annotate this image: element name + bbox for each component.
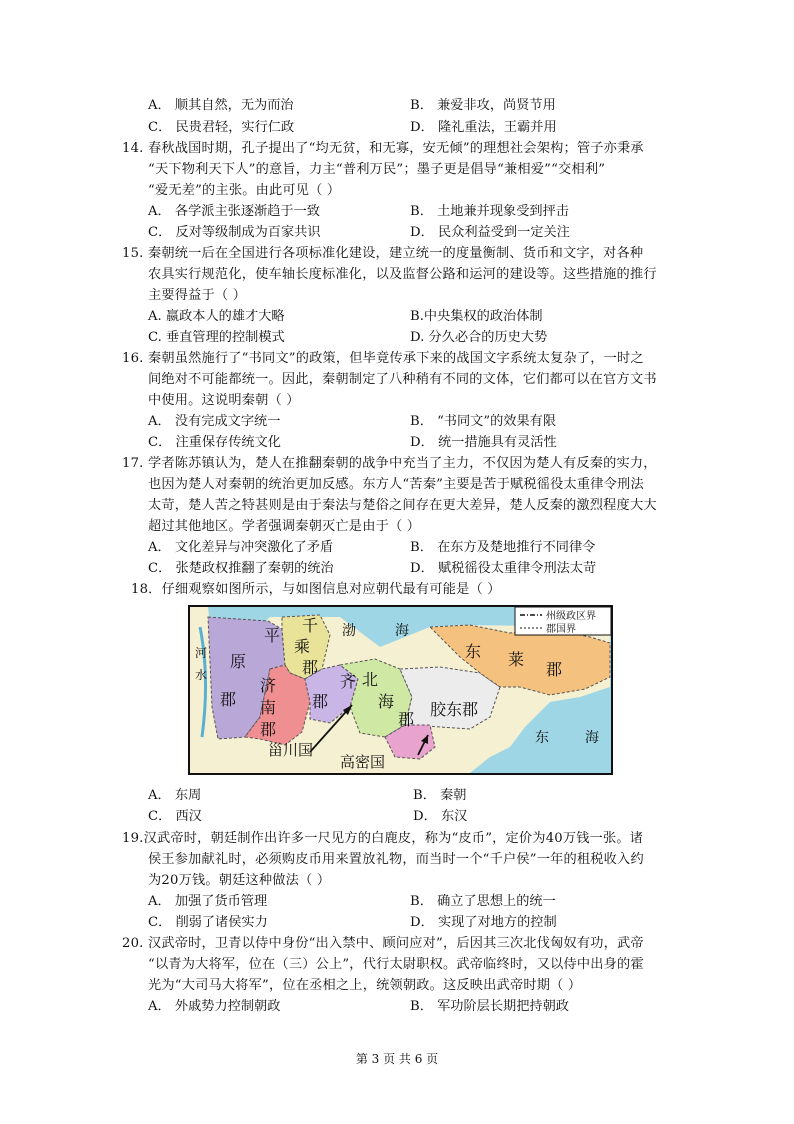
q19-stem-line-1: 19.汉武帝时，朝廷制作出许多一尺见方的白鹿皮，称为“皮币”，定价为40万钱一张。诸 xyxy=(122,831,644,846)
q16-option-c: C． 注重保存传统文化 xyxy=(148,435,281,450)
page-footer: 第 3 页 共 6 页 xyxy=(355,1052,439,1066)
map-legend-commandery: 郡国界 xyxy=(546,624,576,635)
q16-option-a: A． 没有完成文字统一 xyxy=(148,414,281,429)
map-label-gaomi: 高密国 xyxy=(340,753,386,771)
map-label-ji: 济 xyxy=(260,676,277,695)
map-label-bei: 北 xyxy=(362,670,379,689)
map-label-nan: 南 xyxy=(260,698,277,717)
map-svg xyxy=(190,607,611,773)
q17-option-c: C． 张楚政权推翻了秦朝的统治 xyxy=(148,561,334,576)
q17-stem-line-1: 17. 学者陈苏镇认为，楚人在推翻秦朝的战争中充当了主力，不仅因为楚人有反秦的实力， xyxy=(122,456,657,471)
map-label-jiaodong: 胶东郡 xyxy=(430,700,479,719)
map-label-qi: 齐 xyxy=(340,672,357,691)
q17-stem-line-4: 超过其他地区。学者强调秦朝灭亡是由于（ ） xyxy=(148,519,421,534)
map-label-ping: 平 xyxy=(264,626,281,645)
q13-option-b: B． 兼爱非攻，尚贤节用 xyxy=(410,98,556,113)
map-label-cheng: 乘 xyxy=(294,637,311,656)
q14-stem-line-1: 14. 春秋战国时期，孔子提出了“均无贫，和无寡，安无倾”的理想社会架构；管子亦秉承 xyxy=(122,141,644,156)
q14-stem-line-3: “爱无差”的主张。由此可见（ ） xyxy=(148,183,341,198)
q13-option-d: D． 隆礼重法，王霸并用 xyxy=(410,120,557,135)
map-label-qian: 千 xyxy=(302,616,319,635)
q16-stem-line-1: 16. 秦朝虽然施行了“书同文”的政策，但毕竟传承下来的战国文字系统太复杂了，一时之 xyxy=(122,351,644,366)
q17-stem-line-2: 也因为楚人对秦朝的统治更加反感。东方人“苦秦”主要是苦于赋税徭役太重律令刑法 xyxy=(148,477,644,492)
map-label-dong-sea: 东 xyxy=(535,730,549,746)
q15-option-a: A. 嬴政本人的雄才大略 xyxy=(148,309,285,324)
q14-option-b: B． 土地兼并现象受到抨击 xyxy=(410,204,569,219)
q20-option-b: B． 军功阶层长期把持朝政 xyxy=(410,999,569,1014)
q18-option-a: A． 东周 xyxy=(148,788,202,803)
map-label-jun-pingyuan: 郡 xyxy=(220,690,237,709)
q20-option-a: A． 外戚势力控制朝政 xyxy=(148,999,281,1014)
q19-stem-line-3: 为20万钱。朝廷这种做法（ ） xyxy=(148,873,331,888)
q20-stem-line-3: 光为“大司马大将军”，位在丞相之上，统领朝政。这反映出武帝时期（ ） xyxy=(148,978,582,993)
q18-option-c: C． 西汉 xyxy=(148,809,202,824)
q16-option-b: B． “书同文”的效果有限 xyxy=(410,414,557,429)
q18-stem-line-1: 18．仔细观察如图所示，与如图信息对应朝代最有可能是（ ） xyxy=(131,582,501,597)
historical-map xyxy=(188,605,613,775)
q15-option-d: D. 分久必合的历史大势 xyxy=(410,330,548,345)
q14-option-c: C． 反对等级制成为百家共识 xyxy=(148,225,321,240)
map-label-jun-qi: 郡 xyxy=(312,692,329,711)
map-label-jun-beihai: 郡 xyxy=(398,710,415,729)
q13-option-a: A． 顺其自然，无为而治 xyxy=(148,98,294,113)
q16-stem-line-2: 间绝对不可能都统一。因此，秦朝制定了八种稍有不同的文体，它们都可以在官方文书 xyxy=(148,372,657,387)
map-label-he: 河 xyxy=(195,646,208,660)
q20-stem-line-1: 20. 汉武帝时，卫青以侍中身份“出入禁中、顾问应对”，后因其三次北伐匈奴有功，武帝 xyxy=(122,936,644,951)
map-label-yuan: 原 xyxy=(230,652,247,671)
q18-option-d: D． 东汉 xyxy=(413,809,468,824)
q17-stem-line-3: 太苛，楚人苦之特甚则是由于秦法与楚俗之间存在更大差异，楚人反秦的激烈程度大大 xyxy=(148,498,657,513)
q18-option-b: B． 秦朝 xyxy=(413,788,467,803)
map-label-jun-donglai: 郡 xyxy=(546,660,563,679)
q13-option-c: C． 民贵君轻，实行仁政 xyxy=(148,120,295,135)
q19-option-d: D． 实现了对地方的控制 xyxy=(410,915,557,930)
map-label-jun-jinan: 郡 xyxy=(260,720,277,739)
map-label-bo: 渤 xyxy=(342,623,356,639)
q15-stem-line-3: 主要得益于（ ） xyxy=(148,288,247,303)
q15-option-c: C. 垂直管理的控制模式 xyxy=(148,330,285,345)
map-label-zichuan: 甾川国 xyxy=(268,741,314,759)
q17-option-d: D． 赋税徭役太重律令刑法太苛 xyxy=(410,561,597,576)
q14-option-a: A． 各学派主张逐渐趋于一致 xyxy=(148,204,320,219)
map-label-hai-north: 海 xyxy=(395,623,409,639)
q17-option-a: A． 文化差异与冲突激化了矛盾 xyxy=(148,540,334,555)
q16-option-d: D． 统一措施具有灵活性 xyxy=(410,435,557,450)
q16-stem-line-3: 中使用。这说明秦朝（ ） xyxy=(148,393,300,408)
q15-stem-line-2: 农具实行规范化，使车轴长度标准化，以及监督公路和运河的建设等。这些措施的推行 xyxy=(148,267,657,282)
q20-stem-line-2: “以青为大将军，位在（三）公上”，代行太尉职权。武帝临终时，又以侍中出身的霍 xyxy=(148,957,644,972)
map-label-dong: 东 xyxy=(465,642,482,661)
map-legend-state: 州级政区界 xyxy=(546,611,596,622)
map-label-lai: 莱 xyxy=(508,650,525,669)
map-label-hai-east: 海 xyxy=(585,730,599,746)
q14-stem-line-2: “天下物利天下人”的意旨，力主“普利万民”；墨子更是倡导“兼相爱”“交相利” xyxy=(148,162,606,177)
q19-option-c: C． 削弱了诸侯实力 xyxy=(148,915,268,930)
q19-stem-line-2: 侯王参加献礼时，必须购皮币用来置放礼物，而当时一个“千户侯”一年的租税收入约 xyxy=(148,852,644,867)
map-label-hai-beihai: 海 xyxy=(378,692,395,711)
q15-stem-line-1: 15. 秦朝统一后在全国进行各项标准化建设，建立统一的度量衡制、货币和文字，对各种 xyxy=(122,246,644,261)
q14-option-d: D． 民众利益受到一定关注 xyxy=(410,225,570,240)
q19-option-a: A． 加强了货币管理 xyxy=(148,894,268,909)
q17-option-b: B． 在东方及楚地推行不同律令 xyxy=(410,540,596,555)
q19-option-b: B． 确立了思想上的统一 xyxy=(410,894,556,909)
q15-option-b: B.中央集权的政治体制 xyxy=(410,309,543,324)
map-label-jun-qiancheng: 郡 xyxy=(302,658,319,677)
map-label-shui: 水 xyxy=(195,668,208,682)
